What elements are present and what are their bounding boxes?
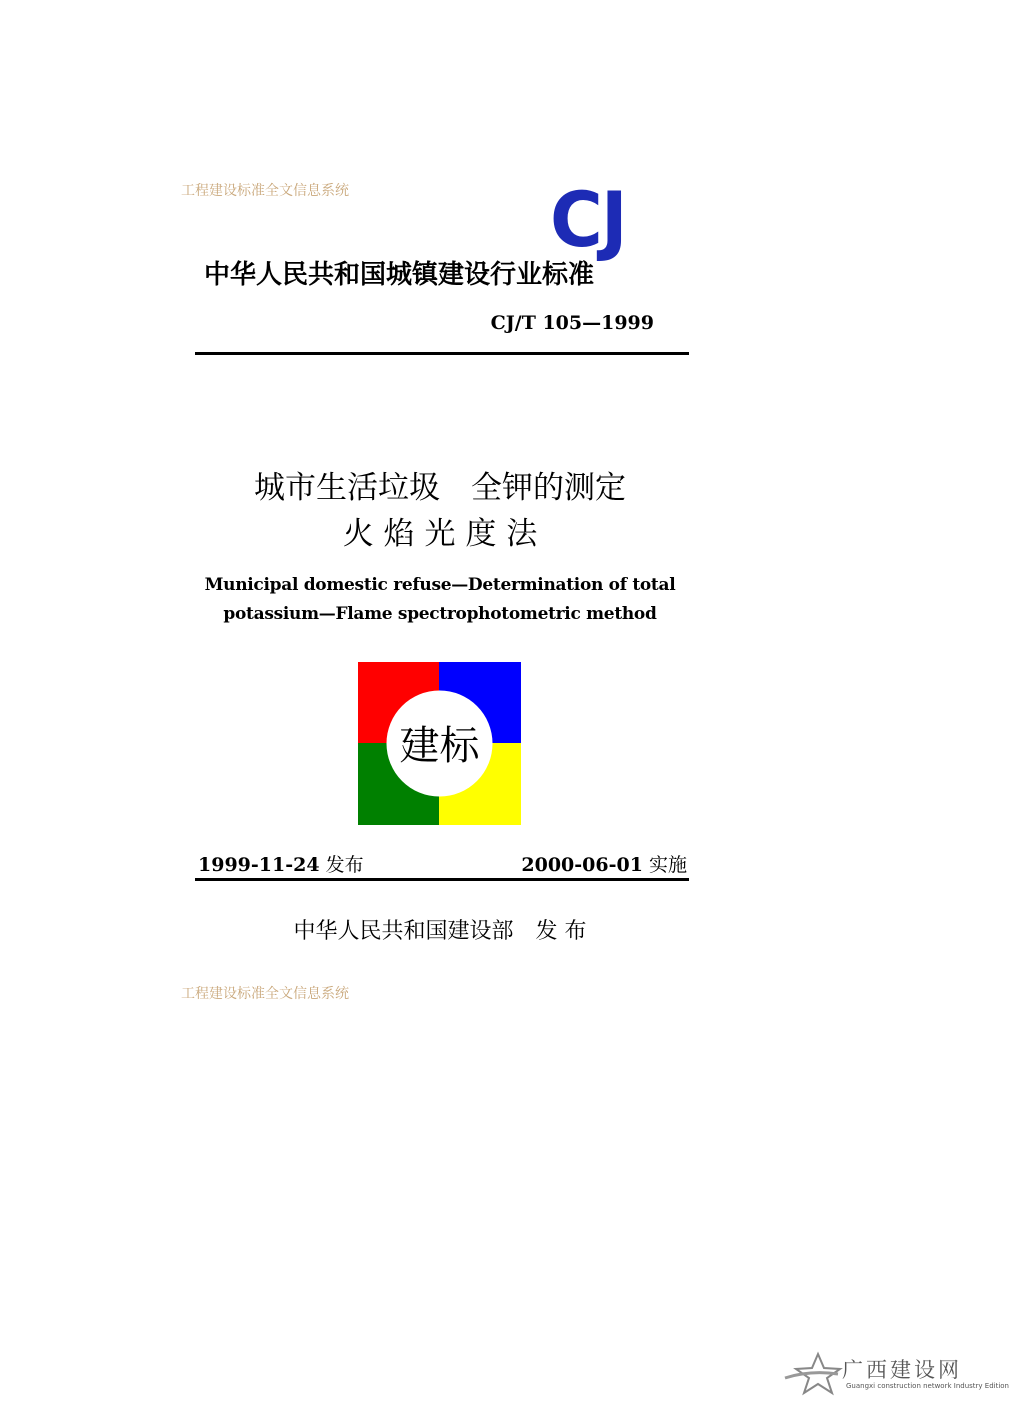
cj-logo: CJ (550, 175, 626, 264)
effective-label: 实施 (648, 854, 687, 876)
effective-date: 2000-06-01 (521, 854, 643, 876)
standard-category: 中华人民共和国城镇建设行业标准 (204, 260, 595, 290)
watermark-bottom: 工程建设标准全文信息系统 (181, 986, 349, 1002)
site-logo-subtitle: Guangxi construction network Industry Edition (846, 1382, 1009, 1390)
title-en-line2: potassium—Flame spectrophotometric method (223, 604, 657, 624)
jianbiao-emblem (358, 662, 521, 825)
issue-label: 发布 (325, 854, 364, 876)
title-cn-line1: 城市生活垃圾 全钾的测定 (254, 470, 626, 506)
effective-date-line (478, 850, 687, 877)
issue-date: 1999-11-24 (198, 854, 320, 876)
publisher: 中华人民共和国建设部 发 布 (293, 919, 587, 944)
issue-date-line (198, 850, 364, 877)
title-cn-line2: 火 焰 光 度 法 (342, 516, 538, 552)
emblem-text: 建标 (399, 723, 480, 769)
title-en-line1: Municipal domestic refuse—Determination of total (204, 575, 676, 595)
standard-code: CJ/T 105—1999 (490, 312, 654, 334)
site-logo-name: 广西建设网 (842, 1358, 962, 1382)
header-rule (195, 352, 689, 355)
footer-rule (195, 878, 689, 881)
watermark-top: 工程建设标准全文信息系统 (181, 183, 349, 199)
